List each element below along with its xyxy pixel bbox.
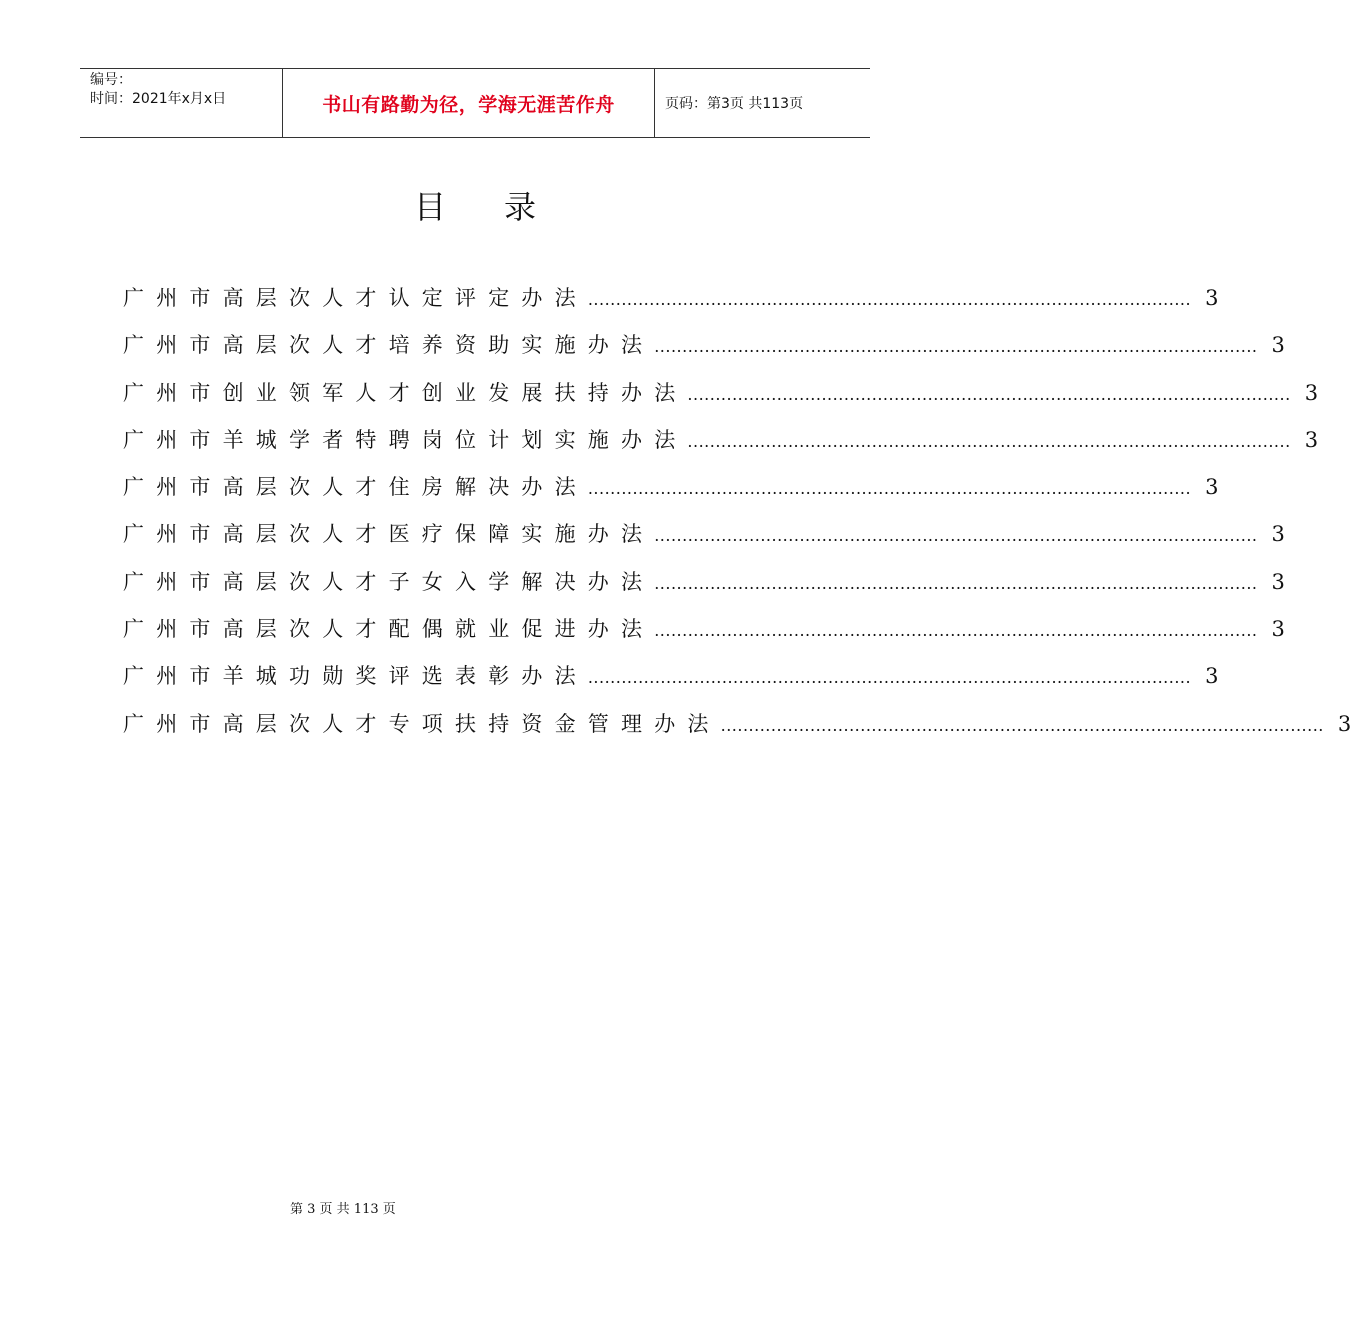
toc-entry[interactable]	[123, 613, 1285, 660]
toc-entry-page: 3	[1205, 664, 1219, 689]
toc-entry-page: 3	[1271, 333, 1285, 358]
toc-entry-page: 3	[1271, 569, 1285, 594]
toc-leader-dots: ............................................................................................................	[654, 573, 1258, 593]
toc-entry-title: 广州市羊城功勋奖评选表彰办法	[123, 664, 588, 689]
toc-entry[interactable]	[123, 566, 1285, 613]
toc-entry-title: 广州市高层次人才子女入学解决办法	[123, 569, 655, 594]
toc-entry[interactable]	[123, 424, 1319, 471]
toc-entry[interactable]	[123, 660, 1219, 707]
toc-leader-dots: ............................................................................................................	[587, 290, 1192, 309]
toc-entry-page: 3	[1205, 475, 1219, 500]
toc-entry-page: 3	[1304, 380, 1319, 405]
toc-entry-title: 广州市高层次人才配偶就业促进办法	[123, 617, 655, 642]
toc-entry[interactable]	[123, 329, 1285, 376]
toc-entry-title: 广州市高层次人才认定评定办法	[123, 286, 588, 310]
toc-entry-title: 广州市高层次人才医疗保障实施办法	[123, 522, 655, 547]
page-footer: 第 3 页 共 113 页	[290, 1202, 396, 1217]
toc-entry-page: 3	[1271, 522, 1285, 547]
header-motto-cell	[282, 69, 655, 137]
header-page-info-cell	[655, 69, 870, 137]
page-header	[80, 68, 870, 138]
toc-entry-page: 3	[1304, 427, 1319, 452]
toc-entry[interactable]	[123, 518, 1285, 565]
toc-leader-dots: ............................................................................................................	[654, 526, 1258, 546]
header-meta	[80, 69, 282, 137]
toc-entry-title: 广州市高层次人才住房解决办法	[123, 475, 588, 500]
number-label: 编号：	[90, 72, 132, 88]
toc-leader-dots: ............................................................................................................	[654, 337, 1258, 357]
header-page-info: 页码：第3页 共113页	[665, 96, 804, 112]
toc-entry-title: 广州市创业领军人才创业发展扶持办法	[123, 380, 688, 405]
toc-entry[interactable]	[123, 377, 1319, 424]
toc-entry[interactable]	[123, 708, 1351, 755]
toc-leader-dots: ............................................................................................................	[720, 715, 1324, 735]
time-label: 时间：2021年x月x日	[90, 91, 227, 107]
toc-entry-page: 3	[1271, 617, 1285, 642]
table-of-contents	[123, 282, 1351, 755]
toc-entry[interactable]	[123, 471, 1219, 518]
page-title: 目录	[413, 188, 594, 226]
toc-entry-title: 广州市羊城学者特聘岗位计划实施办法	[123, 427, 688, 452]
toc-entry-page: 3	[1205, 286, 1219, 310]
toc-entry-title: 广州市高层次人才专项扶持资金管理办法	[123, 711, 721, 736]
toc-leader-dots: ............................................................................................................	[587, 668, 1192, 688]
toc-entry-title: 广州市高层次人才培养资助实施办法	[123, 333, 655, 358]
toc-entry-page: 3	[1337, 711, 1351, 736]
toc-leader-dots: ............................................................................................................	[587, 479, 1192, 499]
toc-leader-dots: ............................................................................................................	[687, 384, 1291, 404]
toc-leader-dots: ............................................................................................................	[654, 621, 1258, 641]
toc-entry[interactable]	[123, 282, 1219, 329]
toc-leader-dots: ............................................................................................................	[687, 431, 1291, 451]
header-motto: 书山有路勤为径，学海无涯苦作舟	[322, 93, 615, 116]
